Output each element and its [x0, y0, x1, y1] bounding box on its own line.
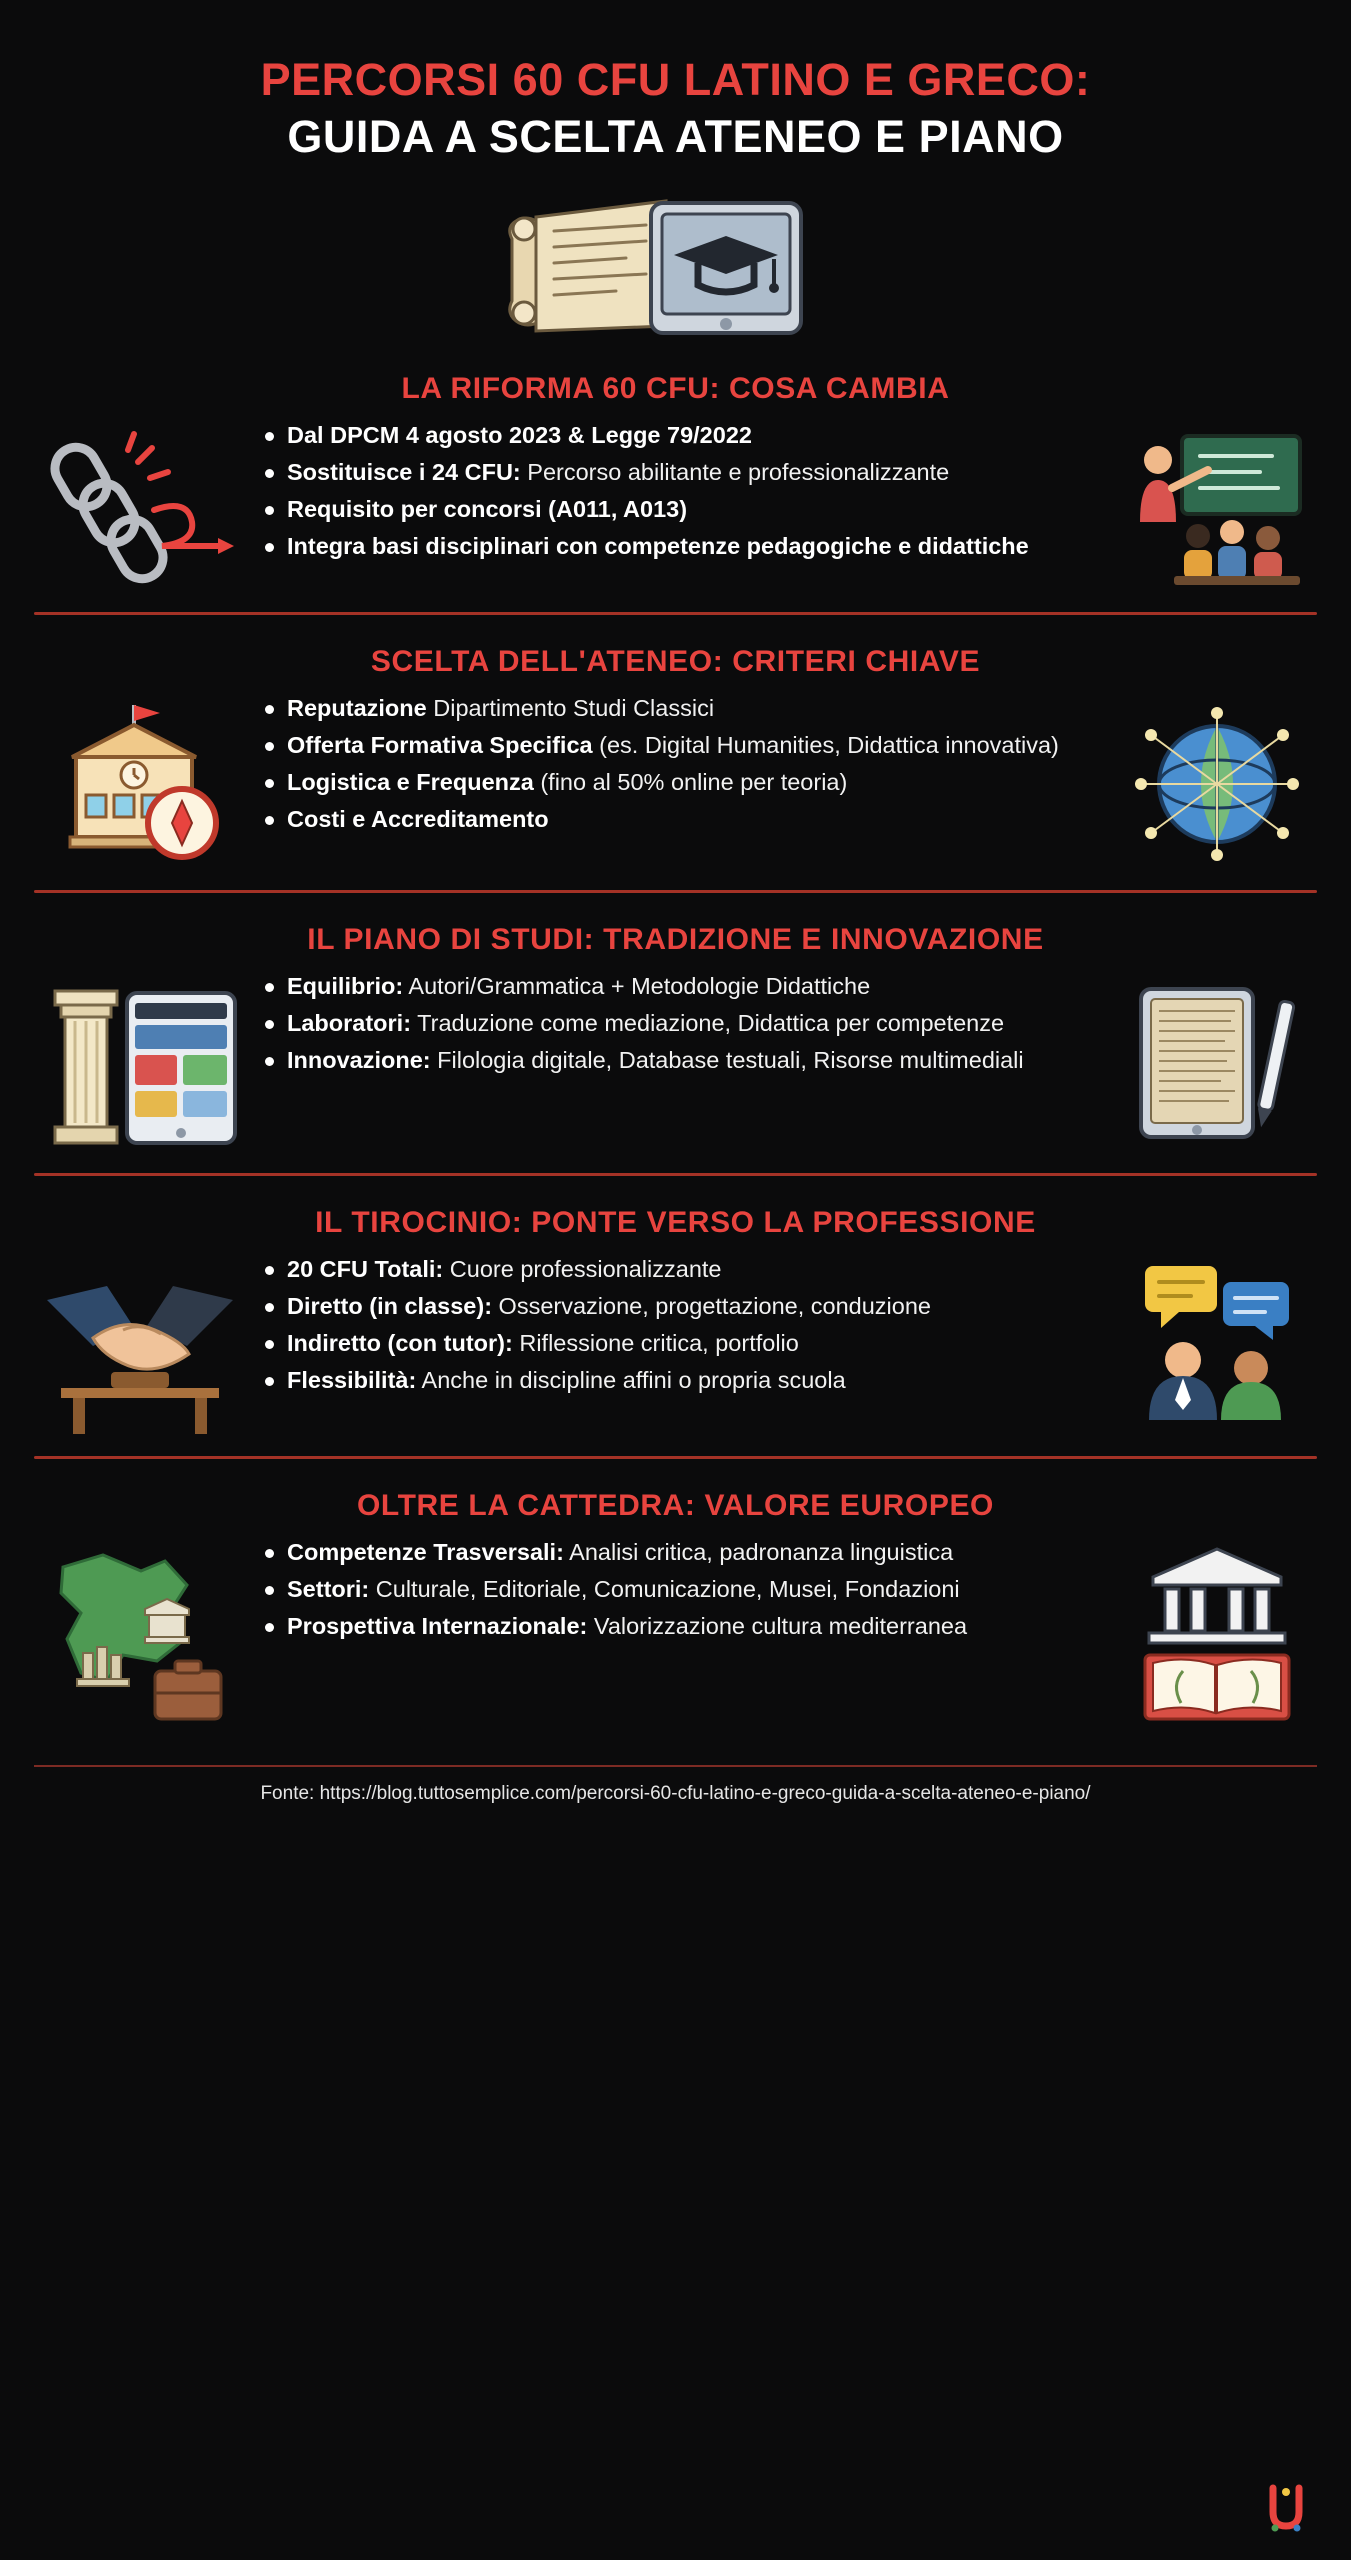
list-item-text: Traduzione come mediazione, Didattica per competenze [411, 1009, 1005, 1036]
list-item-bold: Prospettiva Internazionale: [287, 1612, 588, 1639]
list-item-text: Analisi critica, padronanza linguistica [563, 1538, 954, 1565]
list-item [261, 1254, 1105, 1284]
list-item-bold: Laboratori: [287, 1009, 412, 1036]
teacher-classroom-icon [1117, 420, 1317, 591]
list-item [261, 1574, 1105, 1604]
list-item [261, 1611, 1105, 1641]
list-item-bold: Settori: [287, 1575, 370, 1602]
list-item [261, 1291, 1105, 1321]
list-item-bold: Competenze Trasversali: [287, 1538, 564, 1565]
bullet-list-container [255, 693, 1111, 841]
section-piano-studi [34, 907, 1317, 1190]
bullet-list-container [255, 420, 1111, 568]
list-item-bold: Sostituisce i 24 CFU: [287, 458, 521, 485]
list-item [261, 494, 1105, 524]
list-item-text: Valorizzazione cultura mediterranea [587, 1612, 968, 1639]
section-title: LA RIFORMA 60 CFU: COSA CAMBIA [401, 371, 950, 405]
source-text: Fonte: https://blog.tuttosemplice.com/percorsi-60-cfu-latino-e-greco-guida-a-scelta-ateneo-e-piano/ [260, 1782, 1091, 1804]
list-item-bold: Requisito per concorsi (A011, A013) [287, 495, 688, 522]
list-item-text: Osservazione, progettazione, conduzione [492, 1292, 931, 1319]
scroll-and-tablet-icon [466, 181, 886, 351]
europe-map-briefcase-icon [34, 1537, 249, 1733]
list-item-bold: Indiretto (con tutor): [287, 1329, 513, 1356]
list-item-text: Cuore professionalizzante [443, 1255, 722, 1282]
list-item-text: Anche in discipline affini o propria scuola [416, 1366, 846, 1393]
list-item-bold: Integra basi disciplinari con competenze pedagogiche e didattiche [287, 532, 1029, 559]
university-building-compass-icon [34, 693, 249, 874]
list-item-text: (es. Digital Humanities, Didattica innovativa) [592, 731, 1059, 758]
tablet-manuscript-pen-icon [1117, 971, 1317, 1147]
list-item-bold: Costi e Accreditamento [287, 805, 549, 832]
list-item [261, 767, 1105, 797]
list-item [261, 804, 1105, 834]
bullet-list [261, 693, 1105, 834]
list-item [261, 693, 1105, 723]
people-chat-bubbles-icon [1117, 1254, 1317, 1425]
bullet-list [261, 1537, 1105, 1641]
list-item [261, 971, 1105, 1001]
list-item [261, 1537, 1105, 1567]
bullet-list [261, 971, 1105, 1075]
bullet-list-container [255, 971, 1111, 1082]
list-item-text: Riflessione critica, portfolio [512, 1329, 799, 1356]
list-item [261, 1045, 1105, 1075]
section-title: IL PIANO DI STUDI: TRADIZIONE E INNOVAZIONE [307, 922, 1044, 956]
list-item-bold: Flessibilità: [287, 1366, 417, 1393]
handshake-desk-icon [34, 1254, 249, 1440]
list-item [261, 420, 1105, 450]
section-tirocinio [34, 1190, 1317, 1473]
list-item-bold: Offerta Formativa Specifica [287, 731, 593, 758]
bullet-list-container [255, 1537, 1111, 1648]
section-title: SCELTA DELL'ATENEO: CRITERI CHIAVE [370, 644, 981, 678]
museum-open-book-icon [1117, 1537, 1317, 1728]
section-title: OLTRE LA CATTEDRA: VALORE EUROPEO [356, 1488, 994, 1522]
list-item-bold: Diretto (in classe): [287, 1292, 493, 1319]
section-divider [34, 1173, 1317, 1176]
section-title: IL TIROCINIO: PONTE VERSO LA PROFESSIONE [315, 1205, 1036, 1239]
list-item-bold: 20 CFU Totali: [287, 1255, 444, 1282]
section-valore-europeo [34, 1473, 1317, 1743]
list-item-text: Autori/Grammatica + Metodologie Didattiche [403, 972, 871, 999]
list-item-bold: Dal DPCM 4 agosto 2023 & Legge 79/2022 [287, 421, 752, 448]
list-item-bold: Equilibrio: [287, 972, 404, 999]
list-item [261, 1365, 1105, 1395]
u-logo-icon [1263, 2482, 1309, 2534]
section-divider [34, 1456, 1317, 1459]
section-divider [34, 612, 1317, 615]
globe-network-icon [1117, 693, 1317, 869]
bullet-list-container [255, 1254, 1111, 1402]
list-item-bold: Reputazione [287, 694, 427, 721]
list-item-text: Percorso abilitante e professionalizzante [520, 458, 950, 485]
list-item [261, 1008, 1105, 1038]
list-item-text: Filologia digitale, Database testuali, Risorse multimediali [430, 1046, 1024, 1073]
section-scelta-ateneo [34, 629, 1317, 907]
list-item [261, 730, 1105, 760]
bullet-list [261, 420, 1105, 561]
list-item-bold: Logistica e Frequenza [287, 768, 534, 795]
list-item-text: Culturale, Editoriale, Comunicazione, Musei, Fondazioni [369, 1575, 960, 1602]
list-item-text: Dipartimento Studi Classici [426, 694, 715, 721]
list-item [261, 1328, 1105, 1358]
list-item [261, 457, 1105, 487]
hero-illustration [34, 186, 1317, 346]
page-title-line-2: GUIDA A SCELTA ATENEO E PIANO [287, 110, 1064, 162]
list-item-bold: Innovazione: [287, 1046, 431, 1073]
section-riforma [34, 356, 1317, 629]
section-divider [34, 890, 1317, 893]
footer-divider [34, 1765, 1317, 1767]
list-item [261, 531, 1105, 561]
header [34, 40, 1317, 164]
list-item-text: (fino al 50% online per teoria) [533, 768, 848, 795]
bullet-list [261, 1254, 1105, 1395]
column-tablet-icon [34, 971, 249, 1157]
broken-chain-icon [34, 420, 249, 596]
page-title-line-1: PERCORSI 60 CFU LATINO E GRECO: [260, 54, 1091, 105]
